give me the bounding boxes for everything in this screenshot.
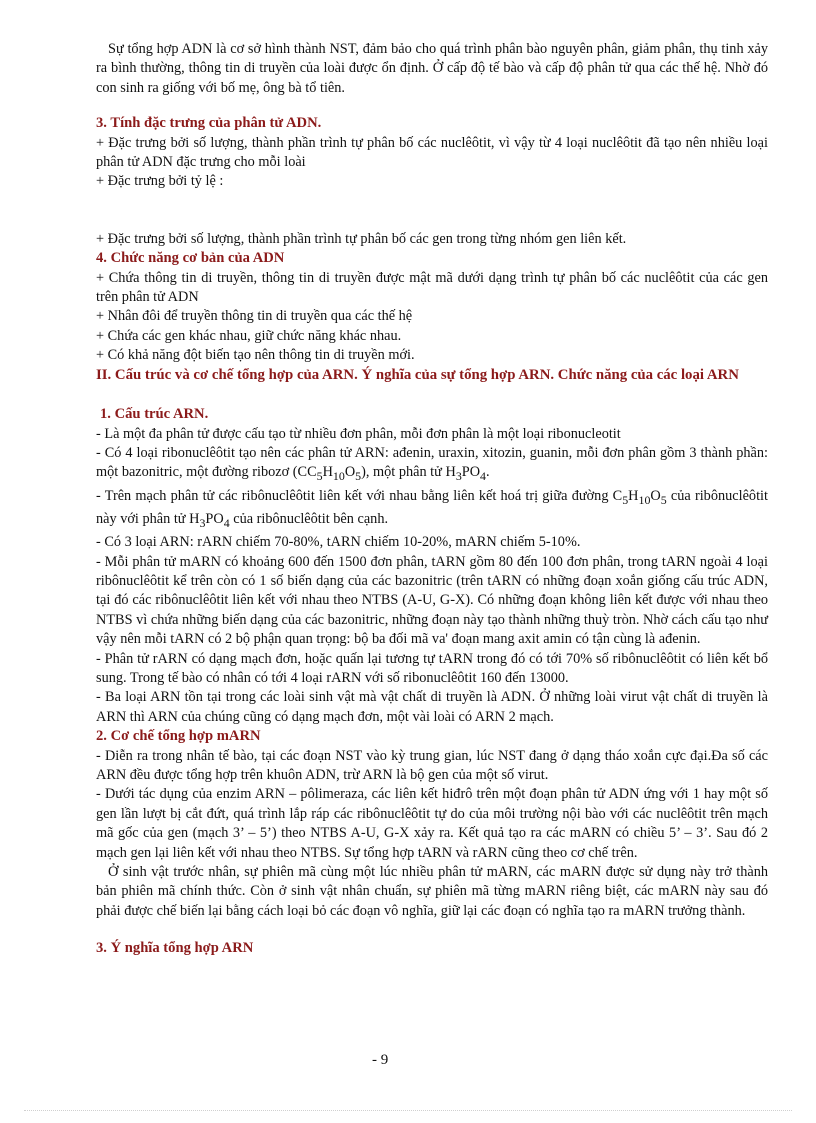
arn-structure-p2: - Có 4 loại ribonuclêôtit tạo nên các phân tử ARN: ađenin, uraxin, xitozin, guanin, mỗi đơn phân gồm 3 thành phần: một bazonitric, một đường ribozơ $(CC_5H_{10}O_5)$, một phân tử $H_3PO_4$. [96,444,768,484]
section-II-1-title: 1. Cấu trúc ARN. [100,406,209,423]
section-3-paragraph-1: + Đặc trưng bởi số lượng, thành phần trình tự phân bố các nuclêôtit, vì vậy từ 4 loại nuclêôtit đã tạo nên nhiều loại phân tử ADN đặc trưng cho mỗi loài [96,134,768,171]
page-bottom-rule [24,1110,792,1111]
section-3-paragraph-3: + Đặc trưng bởi số lượng, thành phần trình tự phân bố các gen trong từng nhóm gen liên kết. [96,230,627,247]
page-number: - 9 [372,1052,389,1068]
section-II-title: II. Cấu trúc và cơ chế tổng hợp của ARN. Ý nghĩa của sự tổng hợp ARN. Chức năng của các loại ARN [96,366,739,383]
arn-structure-p5: - Mỗi phân tử mARN có khoảng 600 đến 1500 đơn phân, tARN gồm 80 đến 100 đơn phân, trong tARN ngoài 4 loại ribônuclêôtit kể trên còn có 1 số biến dạng của các bazonitric (trên tARN có những đoạn xoắn giống cấu trúc ADN, tại đó các ribônuclêôtit liên kết với nhau theo NTBS (A-U, G-X). Có những đoạn không liên kết được với nhau theo NTBS vì chứa những biến dạng của các bazonitric, những đoạn này tạo thành những thuỳ tròn. Nhờ cách cấu tạo như vậy nên mỗi tARN có 2 bộ phận quan trọng: bộ ba đối mã va' đoạn mang axit amin có tận cùng là ađenin. [96,553,768,648]
section-II-3-title: 3. Ý nghĩa tổng hợp ARN [96,940,254,957]
mrna-synthesis-p2: - Dưới tác dụng của enzim ARN – pôlimeraza, các liên kết hiđrô trên một đoạn phân tử ADN ứng với 1 hay một số gen lần lượt bị cắt đứt, quá trình lắp ráp các ribônuclêôtit tự do của môi trường nội bào với các nuclêôtit trên mạch mã gốc của gen (mạch 3’ – 5’) theo NTBS A-U, G-X xảy ra. Kết quả tạo ra các mARN có chiều 5’ – 3’. Sau đó 2 mạch gen lại liên kết với nhau theo NTBS. Sự tổng hợp tARN và rARN cũng theo cơ chế trên. [96,786,768,861]
section-4-title: 4. Chức năng cơ bản của ADN [96,250,285,267]
spacer [96,385,768,405]
document-page [96,40,768,959]
arn-structure-p3: - Trên mạch phân tử các ribônuclêôtit liên kết với nhau bằng liên kết hoá trị giữa đường $C_5H_{10}O_5$ của ribônuclêôtit này với phân tử $H_3PO_4$ của ribônuclêôtit bên cạnh. [96,487,768,530]
mrna-synthesis-p3: Ở sinh vật trước nhân, sự phiên mã cùng một lúc nhiều phân tử mARN, các mARN được sử dụng này trở thành bản phiên mã chính thức. Còn ở sinh vật nhân chuẩn, sự phiên mã từng mARN riêng biệt, các mARN này sau đó phải được chế biến lại bằng cách loại bỏ các đoạn vô nghĩa, giữ lại các đoạn có nghĩa tạo ra mARN trưởng thành. [96,864,768,919]
arn-structure-p1: - Là một đa phân tử được cấu tạo từ nhiều đơn phân, mỗi đơn phân là một loại ribonucleotit [96,425,621,442]
arn-structure-p7: - Ba loại ARN tồn tại trong các loài sinh vật mà vật chất di truyền là ADN. Ở những loài virut vật chất di truyền là ARN thì ARN của chúng cũng có dạng mạch đơn, một vài loài có ARN 2 mạch. [96,689,768,725]
mrna-synthesis-p1: - Diễn ra trong nhân tế bào, tại các đoạn NST vào kỳ trung gian, lúc NST đang ở dạng tháo xoắn cực đại.Đa số các ARN đều được tổng hợp trên khuôn ADN, trừ ARN là bộ gen của một số virut. [96,747,768,783]
section-II-2-title: 2. Cơ chế tổng hợp mARN [96,728,261,745]
section-4-item-2: + Nhân đôi để truyền thông tin di truyền qua các thế hệ [96,308,413,325]
spacer [96,98,768,114]
intro-paragraph: Sự tổng hợp ADN là cơ sở hình thành NST, đảm bảo cho quá trình phân bào nguyên phân, giảm phân, thụ tinh xảy ra bình thường, thông tin di truyền của loài được ổn định. Ở cấp độ tế bào và cấp độ phân tử qua các thế hệ. Nhờ đó con sinh ra giống với bố mẹ, ông bà tổ tiên. [96,41,768,96]
section-4-item-3: + Chứa các gen khác nhau, giữ chức năng khác nhau. [96,327,402,344]
section-3-title: 3. Tính đặc trưng của phân tử ADN. [96,115,322,132]
spacer [96,921,768,939]
spacer [96,192,768,230]
section-4-item-1: + Chứa thông tin di truyền, thông tin di truyền được mật mã dưới dạng trình tự phân bố các nuclêôtit của các gen trên phân tử ADN [96,269,768,306]
arn-structure-p4: - Có 3 loại ARN: rARN chiếm 70-80%, tARN chiếm 10-20%, mARN chiếm 5-10%. [96,534,581,551]
arn-structure-p6: - Phân tử rARN có dạng mạch đơn, hoặc quấn lại tương tự tARN trong đó có tới 70% số ribônuclêôtit có liên kết bổ sung. Trong tế bào có nhân có tới 4 loại rARN với số ribonuclêôtit 160 đến 13000. [96,650,768,686]
section-3-paragraph-2: + Đặc trưng bởi tỷ lệ : [96,173,224,190]
section-4-item-4: + Có khả năng đột biến tạo nên thông tin di truyền mới. [96,347,415,364]
